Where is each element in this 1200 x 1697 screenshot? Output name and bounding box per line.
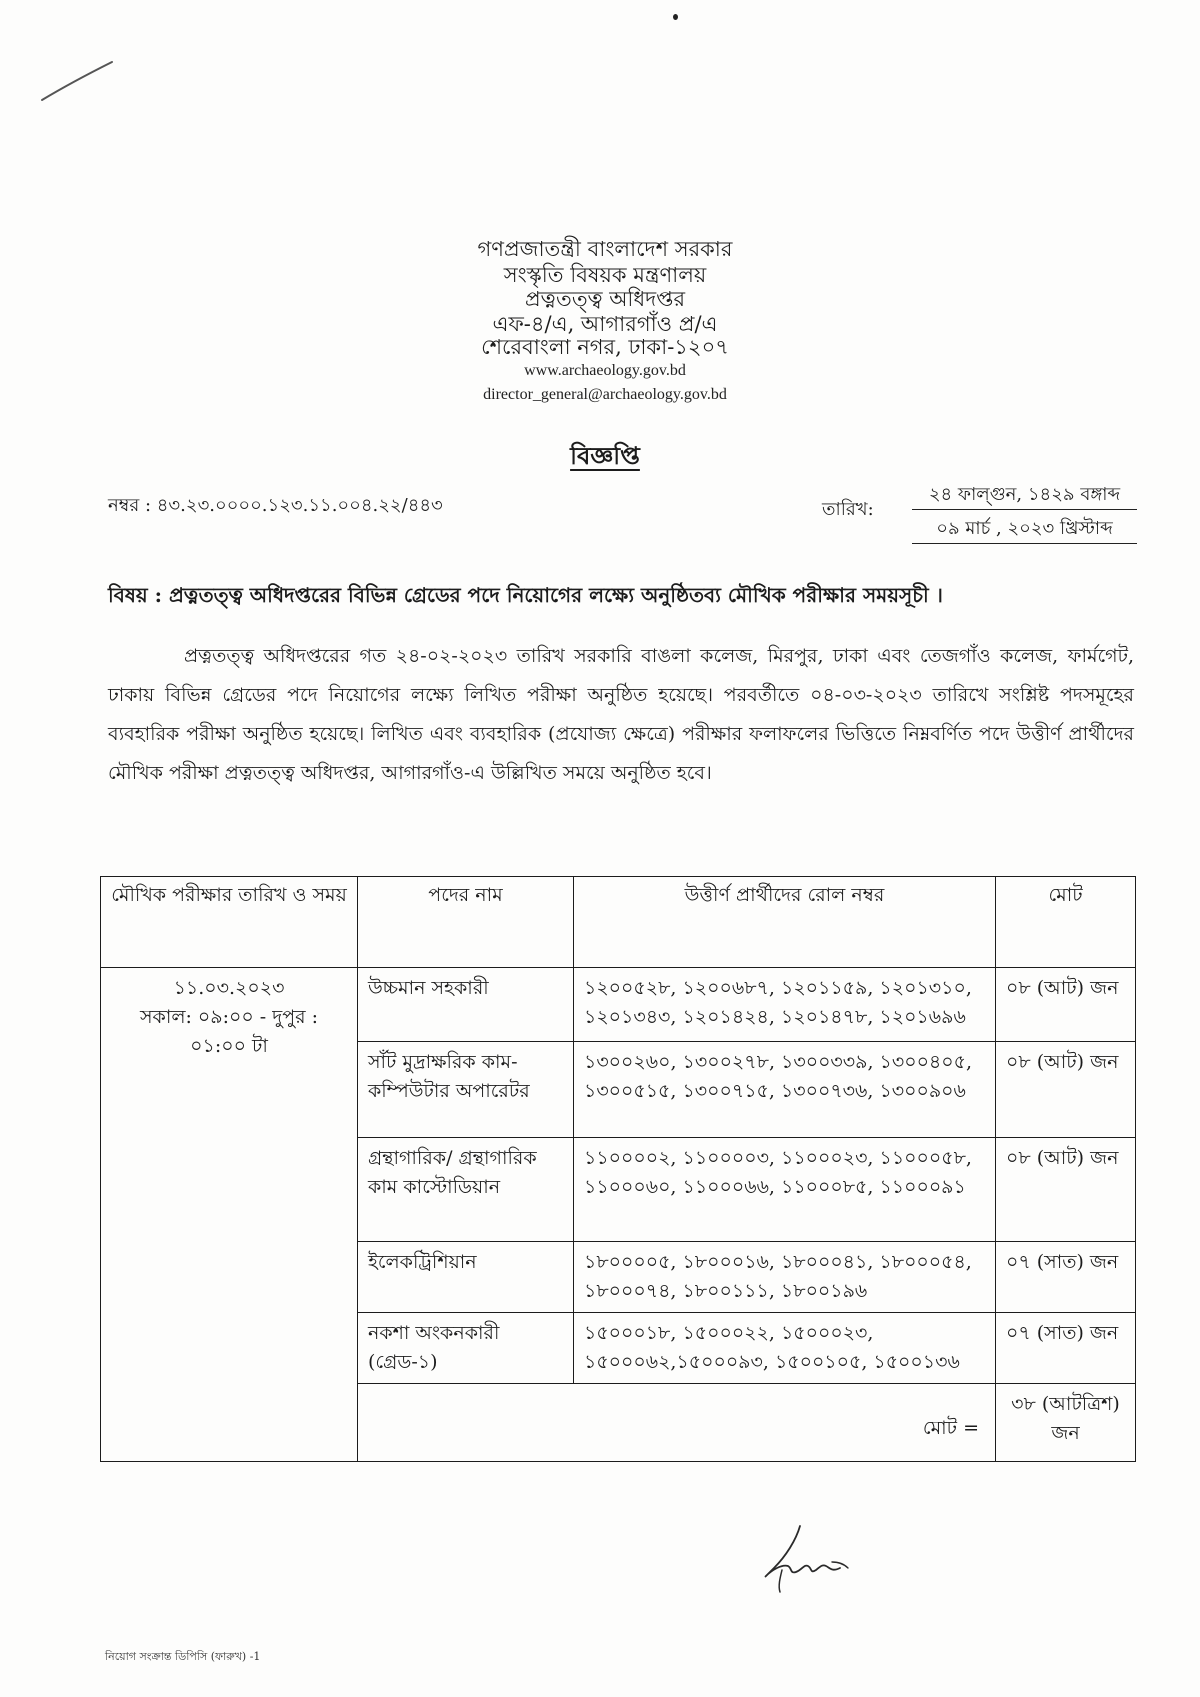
roll-numbers: ১১০০০০২, ১১০০০০৩, ১১০০০২৩, ১১০০০৫৮, ১১০০০৬০, ১১০০০৬৬, ১১০০০৮৫, ১১০০০৯১	[574, 1138, 996, 1242]
header-exam-date-time: মৌখিক পরীক্ষার তারিখ ও সময়	[101, 877, 358, 968]
table-header-row	[101, 877, 1136, 968]
ministry-name: সংস্কৃতি বিষয়ক মন্ত্রণালয়	[503, 263, 707, 287]
table-row	[101, 968, 1136, 1042]
post-name: উচ্চমান সহকারী	[358, 968, 574, 1042]
header-post-name: পদের নাম	[358, 877, 574, 968]
signature	[752, 1518, 852, 1598]
candidate-count: ০৭ (সাত) জন	[996, 1242, 1136, 1313]
roll-numbers: ১৮০০০০৫, ১৮০০০১৬, ১৮০০০৪১, ১৮০০০৫৪, ১৮০০০৭৪, ১৮০০১১১, ১৮০০১৯৬	[574, 1242, 996, 1313]
exam-schedule-cell	[101, 968, 358, 1462]
government-name: গণপ্রজাতন্ত্রী বাংলাদেশ সরকার	[477, 237, 733, 261]
roll-numbers: ১৫০০০১৮, ১৫০০০২২, ১৫০০০২৩, ১৫০০০৬২,১৫০০০৯৩, ১৫০০১০৫, ১৫০০১৩৬	[574, 1313, 996, 1384]
date-gregorian: ০৯ মার্চ , ২০২৩ খ্রিস্টাব্দ	[912, 515, 1137, 544]
notice-subject: বিষয় : প্রত্নতত্ত্ব অধিদপ্তরের বিভিন্ন গ্রেডের পদে নিয়োগের লক্ষ্যে অনুষ্ঠিতব্য মৌখিক পরীক্ষার সময়সূচী ।	[108, 583, 943, 607]
post-name: গ্রন্থাগারিক/ গ্রন্থাগারিক কাম কাস্টোডিয়ান	[358, 1138, 574, 1242]
exam-time: সকাল: ০৯:০০ - দুপুর : ০১:০০ টা	[139, 1006, 318, 1057]
reference-number: নম্বর : ৪৩.২৩.০০০০.১২৩.১১.০০৪.২২/৪৪৩	[108, 495, 443, 516]
address-line-2: শেরেবাংলা নগর, ঢাকা-১২০৭	[481, 335, 729, 359]
footer-note: নিয়োগ সংক্রান্ত ডিপিসি (ফারুখ) -1	[105, 1650, 261, 1663]
candidate-count: ০৮ (আট) জন	[996, 1042, 1136, 1138]
date-label: তারিখ:	[822, 499, 874, 520]
website-text: www.archaeology.gov.bd	[524, 362, 686, 379]
post-name: ইলেকট্রিশিয়ান	[358, 1242, 574, 1313]
date-bangla: ২৪ ফাল্গুন, ১৪২৯ বঙ্গাব্দ	[912, 481, 1137, 510]
department-name: প্রত্নতত্ত্ব অধিদপ্তর	[524, 287, 685, 311]
pen-stroke-mark	[38, 58, 118, 106]
exam-date: ১১.০৩.২০২৩	[173, 977, 285, 999]
candidate-count: ০৭ (সাত) জন	[996, 1313, 1136, 1384]
post-name: সাঁট মুদ্রাক্ষরিক কাম-কম্পিউটার অপারেটর	[358, 1042, 574, 1138]
ink-dot-mark	[673, 14, 678, 20]
roll-numbers: ১৩০০২৬০, ১৩০০২৭৮, ১৩০০৩৩৯, ১৩০০৪০৫, ১৩০০৫১৫, ১৩০০৭১৫, ১৩০০৭৩৬, ১৩০০৯০৬	[574, 1042, 996, 1138]
roll-numbers: ১২০০৫২৮, ১২০০৬৮৭, ১২০১১৫৯, ১২০১৩১০, ১২০১৩৪৩, ১২০১৪২৪, ১২০১৪৭৮, ১২০১৬৯৬	[574, 968, 996, 1042]
email-text: director_general@archaeology.gov.bd	[483, 386, 727, 403]
candidate-count: ০৮ (আট) জন	[996, 1138, 1136, 1242]
address-line-1: এফ-৪/এ, আগারগাঁও প্র/এ	[492, 312, 718, 336]
candidate-count: ০৮ (আট) জন	[996, 968, 1136, 1042]
header-total: মোট	[996, 877, 1136, 968]
post-name: নকশা অংকনকারী (গ্রেড-১)	[358, 1313, 574, 1384]
notice-body: প্রত্নতত্ত্ব অধিদপ্তরের গত ২৪-০২-২০২৩ তারিখ সরকারি বাঙলা কলেজ, মিরপুর, ঢাকা এবং তেজগাঁও কলেজ, ফার্মগেট, ঢাকায় বিভিন্ন গ্রেডের পদে নিয়োগের লক্ষ্যে লিখিত পরীক্ষা অনুষ্ঠিত হয়েছে। পরবর্তীতে ০৪-০৩-২০২৩ তারিখে সংশ্লিষ্ট পদসমূহের ব্যবহারিক পরীক্ষা অনুষ্ঠিত হয়েছে। লিখিত এবং ব্যবহারিক (প্রযোজ্য ক্ষেত্রে) পরীক্ষার ফলাফলের ভিত্তিতে নিম্নবর্ণিত পদে উত্তীর্ণ প্রার্থীদের মৌখিক পরীক্ষা প্রত্নতত্ত্ব অধিদপ্তর, আগারগাঁও-এ উল্লিখিত সময়ে অনুষ্ঠিত হবে।	[108, 645, 1134, 784]
viva-schedule-table	[100, 876, 1136, 1462]
total-label: মোট =	[358, 1384, 996, 1462]
total-count: ৩৮ (আটত্রিশ) জন	[996, 1384, 1136, 1462]
header-roll-numbers: উত্তীর্ণ প্রার্থীদের রোল নম্বর	[574, 877, 996, 968]
notice-title: বিজ্ঞপ্তি	[570, 441, 640, 470]
